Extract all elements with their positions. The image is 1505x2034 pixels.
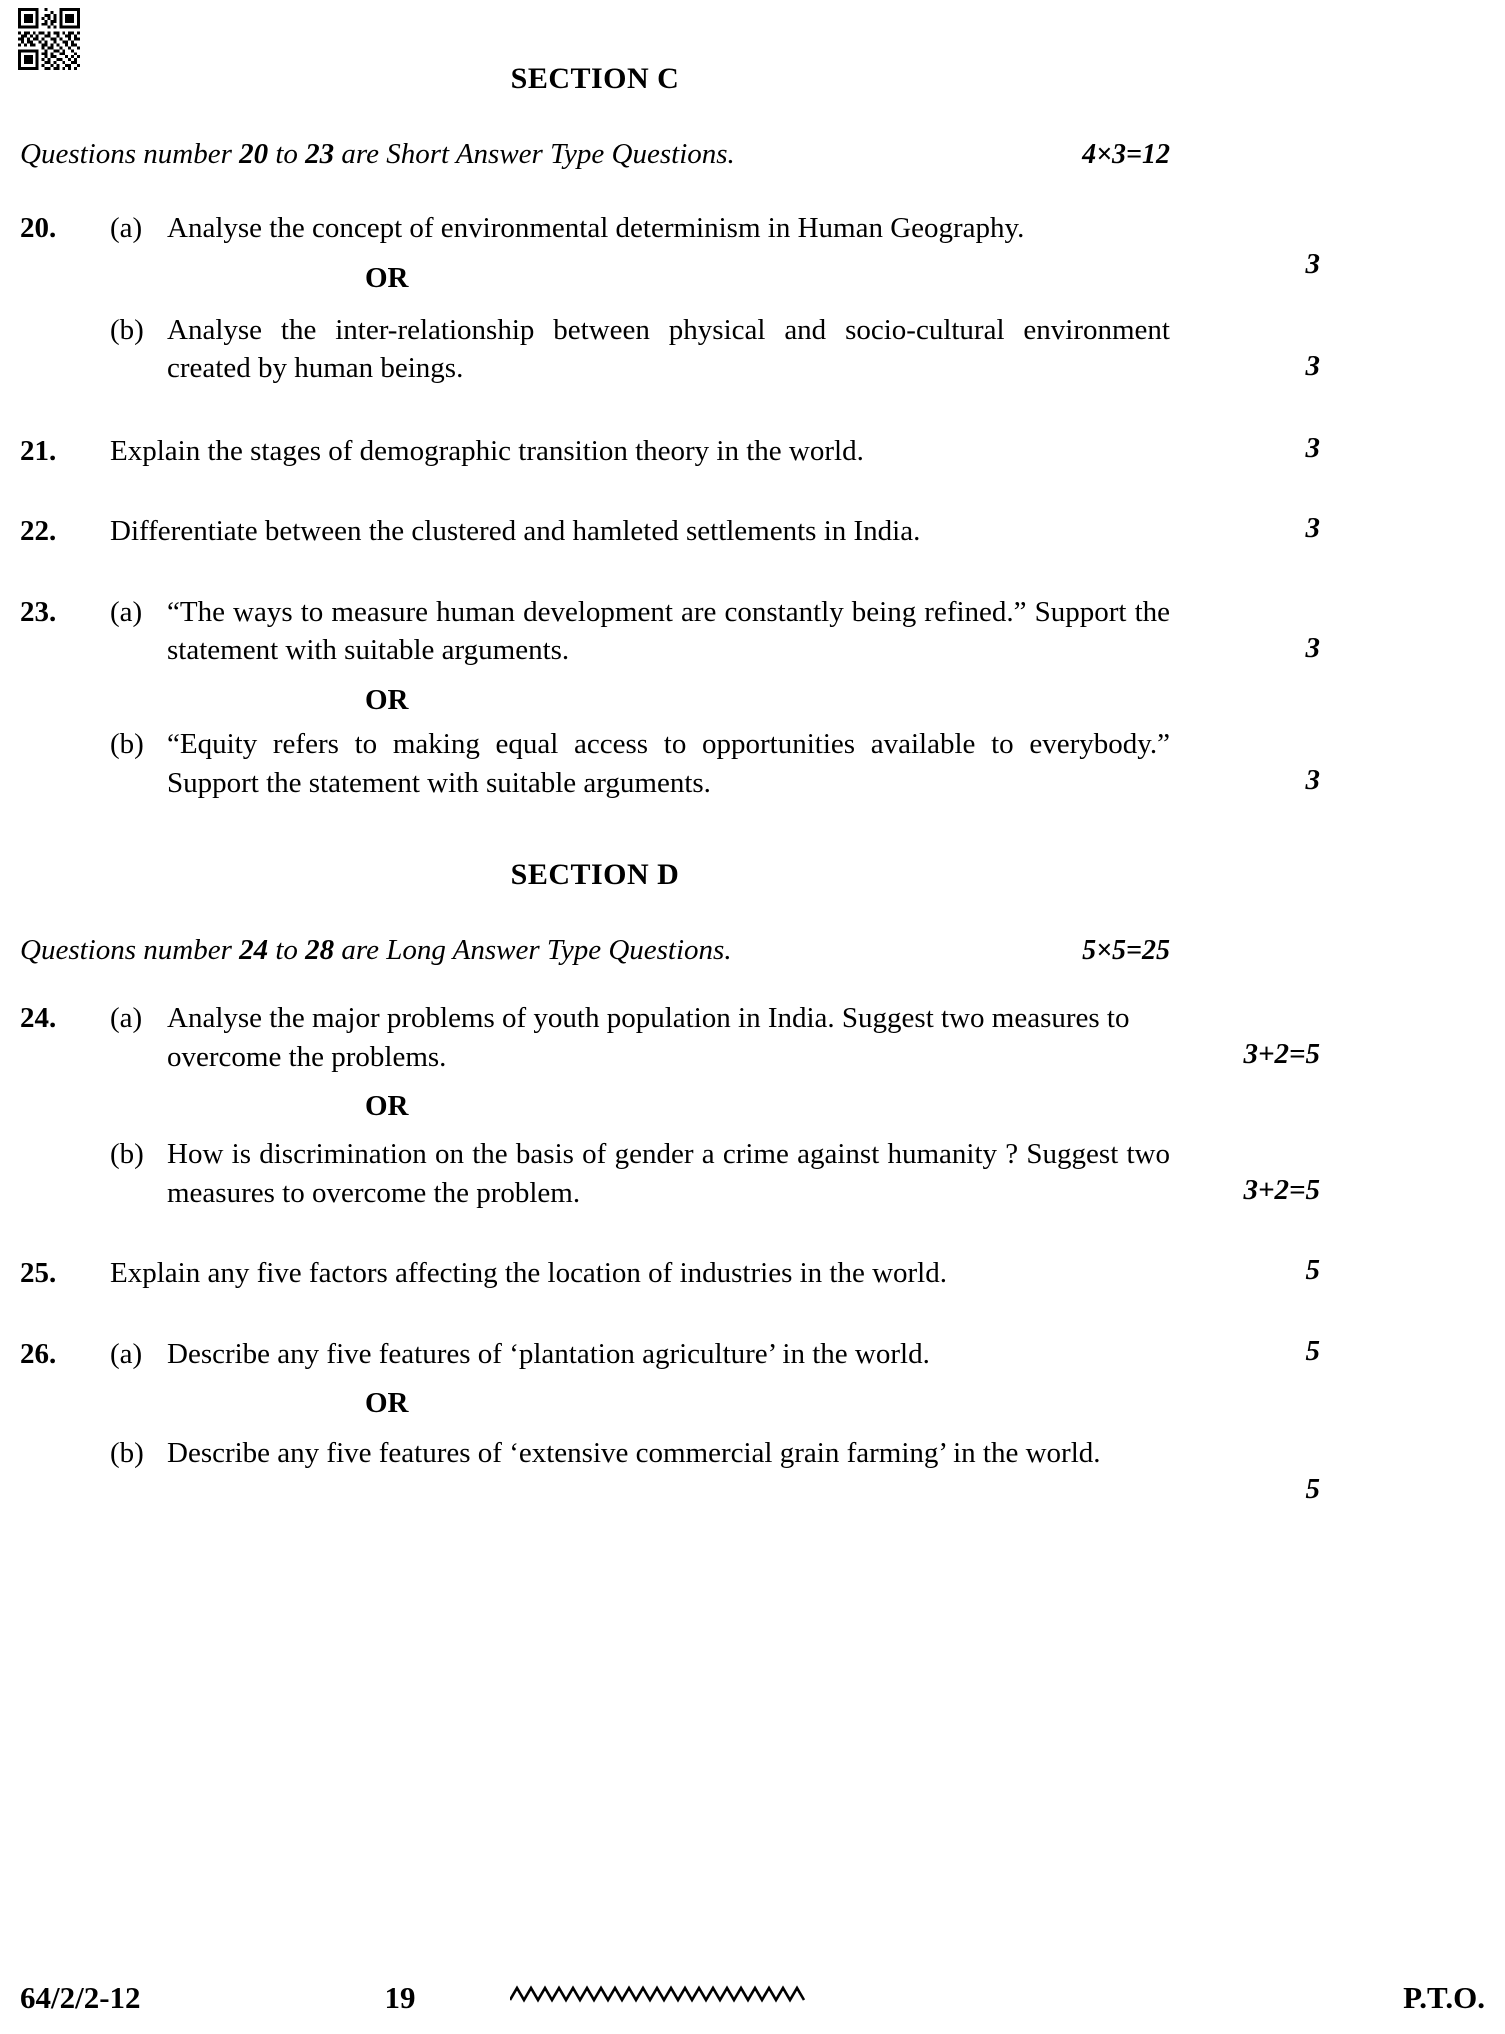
question-22 [20,512,1320,551]
question-26-part-b-marks: 5 [1305,1473,1320,1506]
section-d-instruction-text [20,934,732,967]
question-23 [20,593,1320,670]
question-26-part-b-text: Describe any five features of ‘extensive commercial grain farming’ in the world. [167,1437,1101,1470]
question-20-part-b-text: Analyse the inter-relationship between physical and socio-cultural environment created by human beings. [167,313,1170,385]
question-22-marks: 3 [1305,512,1320,545]
instruction-pre: Questions number [20,934,240,967]
question-26-number: 26. [20,1337,57,1370]
question-23-number: 23. [20,595,57,628]
question-24-part-b-marks: 3+2=5 [1243,1174,1320,1207]
question-24-or-divider: OR [365,1090,409,1123]
question-20-part-a-text: Analyse the concept of environmental determinism in Human Geography. [167,212,1025,244]
question-23-part-b [20,725,1320,802]
instruction-pre: Questions number [20,138,240,170]
question-24 [20,999,1320,1076]
question-26-part-a-text: Describe any five features of ‘plantation agriculture’ in the world. [167,1337,930,1370]
question-24-part-a-marks: 3+2=5 [1243,1038,1320,1071]
section-c-total-marks: 4×3=12 [1082,139,1170,170]
instruction-from: 24 [239,934,269,967]
instruction-from: 20 [239,138,269,170]
question-24-number: 24. [20,1002,57,1035]
question-25-number: 25. [20,1257,57,1290]
question-25-marks: 5 [1305,1254,1320,1287]
instruction-post: are Long Answer Type Questions. [334,934,732,967]
question-20-part-b-marks: 3 [1305,349,1320,382]
question-20-part-b-label: (b) [110,313,144,346]
section-d-total-marks: 5×5=25 [1082,935,1170,967]
question-24-part-a-label: (a) [110,1002,143,1035]
section-c-instruction [20,138,1170,171]
question-24-part-b-text: How is discrimination on the basis of gender a crime against humanity ? Suggest two measures to overcome the problem. [167,1138,1170,1209]
question-23-part-b-text: “Equity refers to making equal access to opportunities available to everybody.” Support the statement with suitable arguments. [167,727,1170,799]
question-26 [20,1334,1320,1374]
question-21-number: 21. [20,434,57,467]
page-number: 19 [384,1980,416,2015]
question-20-part-b [20,311,1320,388]
question-23-part-b-label: (b) [110,727,144,760]
question-21 [20,431,1320,471]
pto-label: P.T.O. [1403,1980,1485,2015]
question-25-text: Explain any five factors affecting the location of industries in the world. [110,1257,947,1290]
question-26-part-a-label: (a) [110,1337,143,1370]
exam-content [20,0,1320,1506]
instruction-post: are Short Answer Type Questions. [334,138,735,170]
question-20-number: 20. [20,212,57,244]
section-c-instruction-text [20,138,735,171]
section-d-instruction [20,934,1170,967]
question-26-part-a-marks: 5 [1305,1334,1320,1367]
section-heading-d: SECTION D [510,858,680,892]
question-26-part-b [20,1434,1320,1506]
question-26-part-b-label: (b) [110,1437,144,1470]
question-25 [20,1254,1320,1293]
question-24-part-a-text: Analyse the major problems of youth population in India. Suggest two measures to overcome the problems. [167,1002,1130,1073]
question-23-part-a-marks: 3 [1305,631,1320,664]
instruction-to: 23 [305,138,335,170]
question-24-part-b [20,1135,1320,1212]
question-23-part-b-marks: 3 [1305,763,1320,796]
section-heading-c: SECTION C [510,62,680,95]
question-24-part-b-label: (b) [110,1138,144,1171]
question-22-text: Differentiate between the clustered and hamleted settlements in India. [110,515,921,548]
question-26-or-divider: OR [365,1387,409,1420]
question-23-or-divider: OR [365,683,409,716]
question-22-number: 22. [20,515,57,548]
instruction-mid: to [268,934,306,967]
question-21-marks: 3 [1305,431,1320,464]
paper-code: 64/2/2-12 [20,1980,141,2015]
instruction-to: 28 [305,934,335,967]
question-20-part-a-marks: 3 [1305,248,1320,280]
question-23-part-a-label: (a) [110,595,143,628]
question-20-part-a-label: (a) [110,212,143,244]
question-21-text: Explain the stages of demographic transition theory in the world. [110,434,864,467]
page-footer [20,1980,1485,2016]
instruction-mid: to [268,138,306,170]
question-23-part-a-text: “The ways to measure human development are constantly being refined.” Support the statement with suitable arguments. [167,595,1170,667]
question-20-or-divider: OR [365,261,409,294]
zigzag-rule-icon [480,1980,1285,2016]
